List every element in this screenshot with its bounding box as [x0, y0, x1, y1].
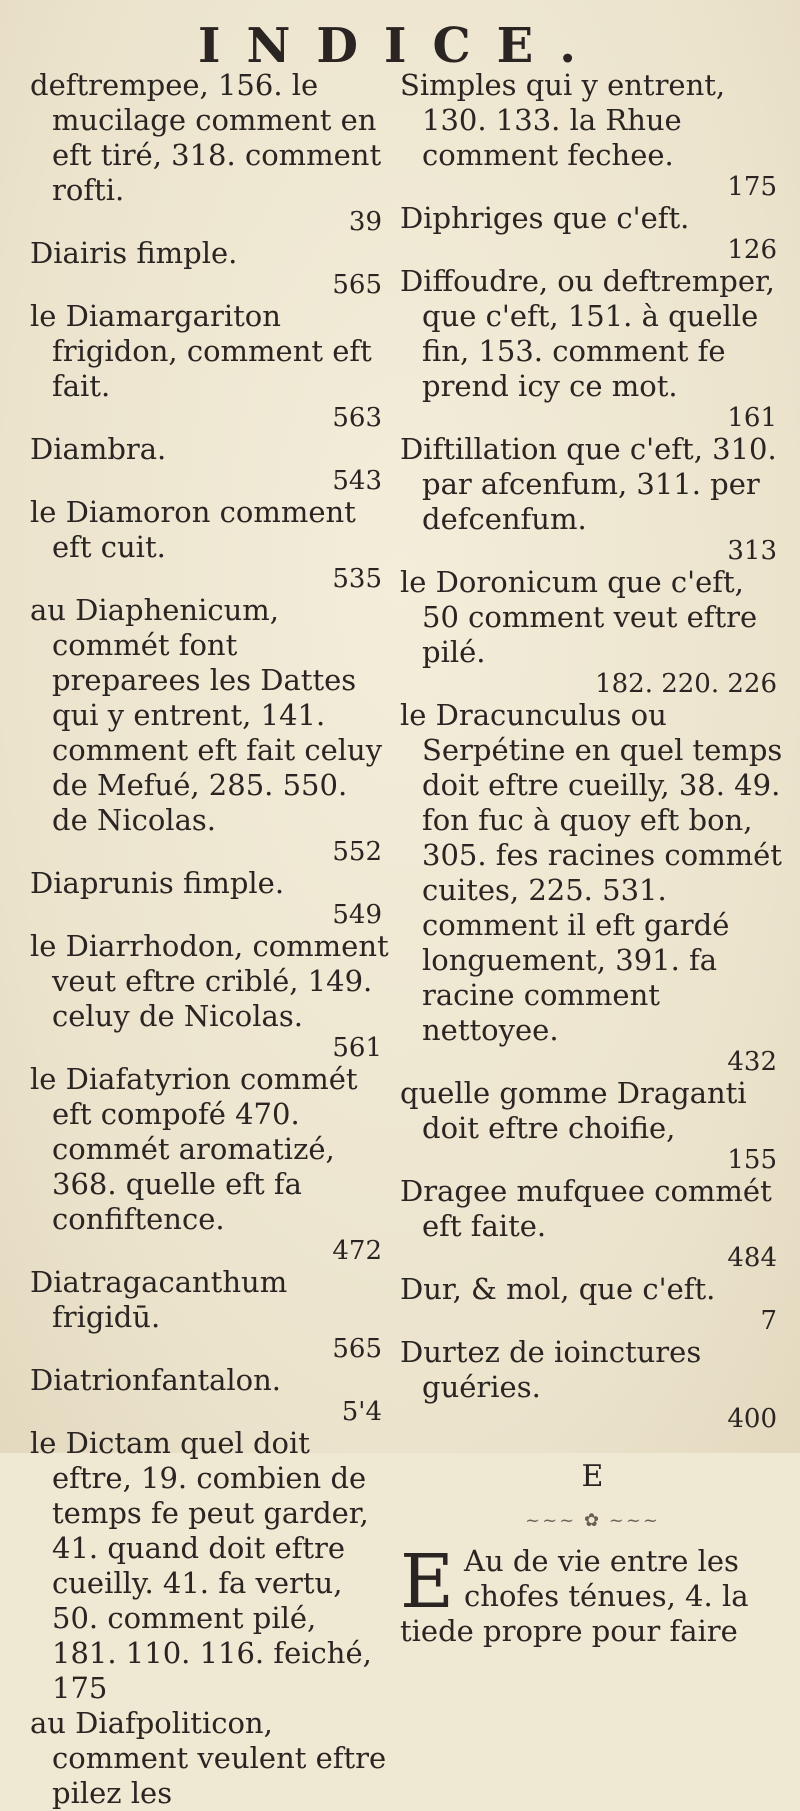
index-entry-text: Diphriges que c'eft.	[400, 201, 690, 235]
page-reference: 313	[727, 536, 777, 566]
page-reference: 484	[727, 1243, 777, 1273]
index-entry	[400, 1272, 785, 1335]
index-entry	[30, 866, 390, 929]
index-entry-text: Diatragacanthum frigidū.	[30, 1265, 288, 1334]
index-entry-text: le Doronicum que c'eft, 50 comment veut eftre pilé.	[400, 565, 758, 669]
e-entry	[400, 1539, 785, 1654]
index-entry	[30, 432, 390, 495]
index-entry	[30, 929, 390, 1062]
e-entry-text: Au de vie entre les chofes ténues, 4. la tiede propre pour faire	[400, 1544, 749, 1648]
index-entry	[30, 1265, 390, 1363]
printer-ornament: ~~~ ✿ ~~~	[524, 1510, 661, 1531]
index-entry-text: Diffoudre, ou deftremper, que c'eft, 151. à quelle fin, 153. comment fe prend icy ce mot.	[400, 264, 775, 403]
index-entry-text: Diambra.	[30, 432, 167, 466]
index-entry-text: le Diamargariton frigidon, comment eft fait.	[30, 299, 372, 403]
index-entry-text: Diatrionfantalon.	[30, 1363, 282, 1397]
index-entry	[400, 201, 785, 264]
page-reference: 182. 220. 226	[595, 669, 777, 699]
index-entry-text: Dur, & mol, que c'eft.	[400, 1272, 716, 1306]
index-entry-text: quelle gomme Draganti doit eftre choifie,	[400, 1076, 747, 1145]
running-head: INDICE.	[198, 18, 602, 74]
index-entry-text: Simples qui y entrent, 130. 133. la Rhue comment fechee.	[400, 68, 726, 172]
index-entry-text: deftrempee, 156. le mucilage comment en eft tiré, 318. comment rofti.	[30, 68, 382, 207]
index-entry	[400, 1076, 785, 1174]
page-reference: 161	[727, 403, 777, 433]
index-entry	[400, 432, 785, 565]
index-entry-text: le Diamoron comment eft cuit.	[30, 495, 356, 564]
index-entry-text: au Diaphenicum, commét font preparees les Dattes qui y entrent, 141. comment eft fait celuy de Mefué, 285. 550. de Nicolas.	[30, 593, 383, 837]
index-entry	[400, 698, 785, 1076]
left-column	[30, 68, 390, 1811]
index-entry-text: Dragee mufquee commét eft faite.	[400, 1174, 772, 1243]
page-reference: 549	[332, 900, 382, 930]
index-entry-text: le Diafatyrion commét eft compofé 470. commét aromatizé, 368. quelle eft fa confiftence.	[30, 1062, 358, 1236]
page-reference: 39	[348, 207, 382, 237]
dropcap-letter: E	[400, 1539, 455, 1625]
index-entry	[30, 299, 390, 432]
index-entry	[30, 1062, 390, 1265]
index-entry	[400, 264, 785, 432]
page-reference: 535	[332, 564, 382, 594]
index-entry	[30, 68, 390, 236]
index-entry	[30, 236, 390, 299]
index-entry	[30, 593, 390, 866]
right-column	[400, 68, 785, 1654]
index-entry-text: le Dictam quel doit eftre, 19. combien de temps fe peut garder, 41. quand doit eftre cueilly. 41. fa vertu, 50. comment pilé, 181. 110. 116. feiché, 175	[30, 1426, 372, 1705]
page-reference: 561	[332, 1033, 382, 1063]
index-entry-text: Durtez de ioinctures guéries.	[400, 1335, 702, 1404]
section-letter: E	[581, 1459, 604, 1494]
page-reference: 472	[332, 1236, 382, 1266]
index-entry	[30, 1426, 390, 1706]
page-reference: 552	[332, 837, 382, 867]
index-entry-text: Diftillation que c'eft, 310. par afcenfum, 311. per defcenfum.	[400, 432, 777, 536]
page-reference: 7	[760, 1306, 777, 1336]
index-entry-text: le Diarrhodon, comment veut eftre criblé, 149. celuy de Nicolas.	[30, 929, 389, 1033]
index-entry-text: le Dracunculus ou Serpétine en quel temps doit eftre cueilly, 38. 49. fon fuc à quoy eft bon, 305. fes racines commét cuites, 225. 531. comment il eft gardé longuement, 391. fa racine comment nettoyee.	[400, 698, 783, 1047]
page-reference: 565	[332, 1334, 382, 1364]
index-entry	[400, 68, 785, 201]
index-entry-text: Diaprunis fimple.	[30, 866, 285, 900]
index-entry-text: Diairis fimple.	[30, 236, 238, 270]
page-reference: 400	[727, 1404, 777, 1434]
index-entry	[400, 565, 785, 698]
page-reference: 565	[332, 270, 382, 300]
page-reference: 432	[727, 1047, 777, 1077]
page-reference: 126	[727, 235, 777, 265]
index-entry	[30, 1363, 390, 1426]
page-reference: 155	[727, 1145, 777, 1175]
index-entry	[400, 1174, 785, 1272]
page-reference: 5'4	[341, 1397, 382, 1427]
right-entries	[400, 68, 785, 1433]
index-entry	[400, 1335, 785, 1433]
index-entry	[30, 1706, 390, 1811]
page-reference: 563	[332, 403, 382, 433]
page-reference: 543	[332, 466, 382, 496]
page-reference: 175	[727, 172, 777, 202]
index-entry	[30, 495, 390, 593]
index-entry-text: au Diafpoliticon, comment veulent eftre pilez les	[30, 1706, 387, 1810]
